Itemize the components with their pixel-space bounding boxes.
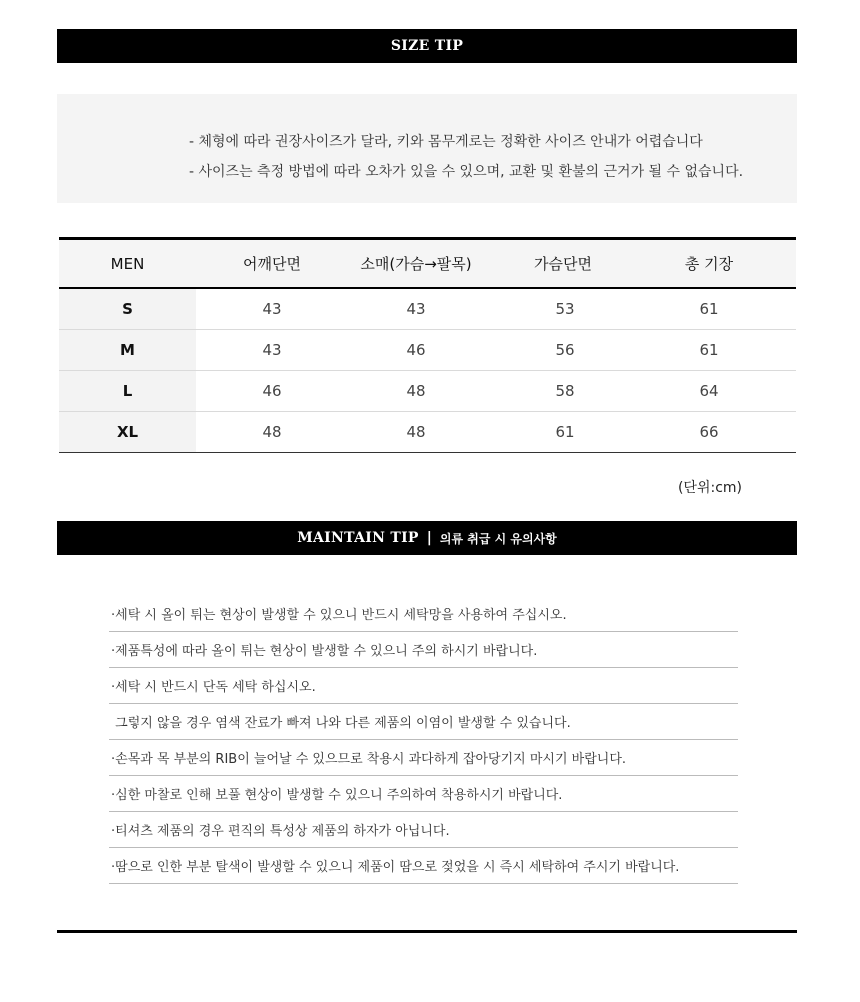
table-row [59,289,796,330]
size-label: L [59,371,196,411]
maintain-tip-subtitle: 의류 취급 시 유의사항 [439,531,557,546]
size-value: 61 [555,423,575,441]
header-separator: | [426,530,432,546]
size-value: 58 [555,382,575,400]
size-tip-title: SIZE TIP [390,38,464,54]
maintain-tip-title: MAINTAIN TIP [297,530,419,546]
size-label: XL [59,412,196,452]
size-table [59,237,796,453]
size-table-header-row [59,237,796,289]
list-item: ·티셔츠 제품의 경우 편직의 특성상 제품의 하자가 아닙니다. [109,812,738,848]
size-value: 61 [699,300,719,318]
table-row [59,330,796,371]
size-value: 53 [555,300,575,318]
list-item: ·손목과 목 부분의 RIB이 늘어날 수 있으므로 착용시 과다하게 잡아당기지 마시기 바랍니다. [109,740,738,776]
size-value: 46 [262,382,282,400]
bottom-divider [57,930,797,933]
size-notice-line: - 사이즈는 측정 방법에 따라 오차가 있을 수 있으며, 교환 및 환불의 근거가 될 수 없습니다. [189,164,744,180]
size-table-header-shoulder: 어깨단면 [243,255,301,273]
list-item: ·심한 마찰로 인해 보풀 현상이 발생할 수 있으니 주의하여 착용하시기 바랍니다. [109,776,738,812]
size-value: 48 [406,423,426,441]
size-notice-box [57,94,797,203]
size-table-header-sleeve: 소매(가슴→팔목) [360,255,472,273]
size-value: 61 [699,341,719,359]
list-item: ·세탁 시 반드시 단독 세탁 하십시오. [109,668,738,704]
size-value: 43 [406,300,426,318]
maintain-tip-list [109,596,738,884]
list-item: ·세탁 시 올이 튀는 현상이 발생할 수 있으니 반드시 세탁망을 사용하여 주십시오. [109,596,738,632]
size-value: 64 [699,382,719,400]
maintain-tip-header [57,521,797,555]
list-item: ·제품특성에 따라 올이 튀는 현상이 발생할 수 있으니 주의 하시기 바랍니다. [109,632,738,668]
size-value: 48 [406,382,426,400]
size-value: 56 [555,341,575,359]
size-value: 43 [262,300,282,318]
size-value: 43 [262,341,282,359]
size-value: 46 [406,341,426,359]
list-item: 그렇지 않을 경우 염색 잔료가 빠져 나와 다른 제품의 이염이 발생할 수 있습니다. [109,704,738,740]
size-label: S [59,289,196,329]
size-notice-line: - 체형에 따라 권장사이즈가 달라, 키와 몸무게로는 정확한 사이즈 안내가 어렵습니다 [189,134,703,150]
size-table-header-men: MEN [110,254,145,273]
size-value: 66 [699,423,719,441]
list-item: ·땀으로 인한 부분 탈색이 발생할 수 있으니 제품이 땀으로 젖었을 시 즉시 세탁하여 주시기 바랍니다. [109,848,738,884]
table-row [59,412,796,453]
unit-label: (단위:cm) [677,480,742,496]
size-value: 48 [262,423,282,441]
size-label: M [59,330,196,370]
size-table-header-length: 총 기장 [684,255,734,273]
size-table-header-chest: 가슴단면 [534,255,592,273]
table-row [59,371,796,412]
size-tip-header [57,29,797,63]
